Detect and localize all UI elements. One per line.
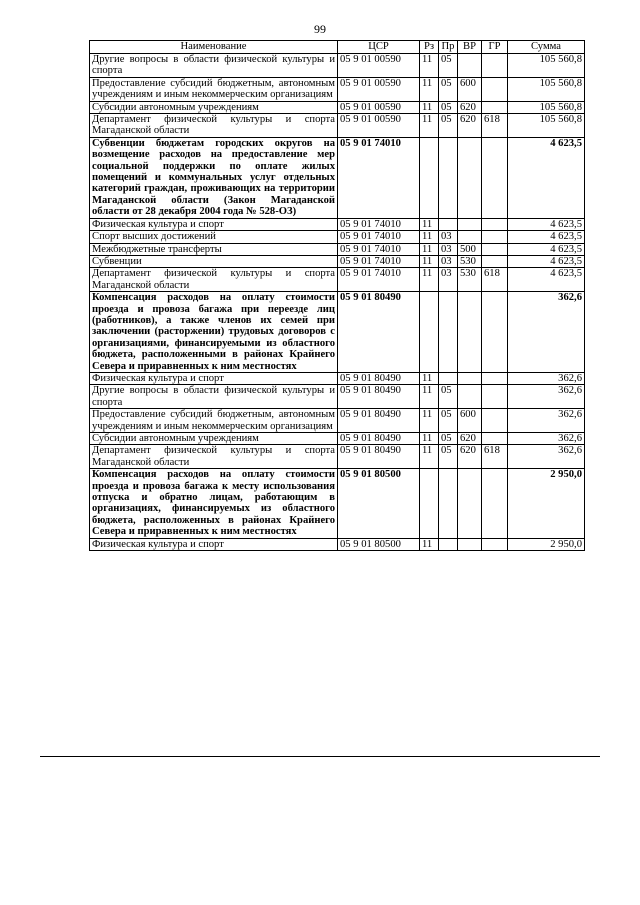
cell-pr: 05: [439, 101, 458, 113]
cell-csr: 05 9 01 74010: [338, 268, 420, 292]
cell-rz: 11: [420, 385, 439, 409]
cell-csr: 05 9 01 80490: [338, 292, 420, 373]
cell-sum: 362,6: [508, 292, 585, 373]
cell-name: Департамент физической культуры и спорта Магаданской области: [90, 114, 338, 138]
cell-gr: [482, 54, 508, 78]
table-row: [90, 114, 585, 138]
cell-sum: 4 623,5: [508, 268, 585, 292]
cell-csr: 05 9 01 80490: [338, 385, 420, 409]
cell-sum: 2 950,0: [508, 538, 585, 550]
cell-csr: 05 9 01 00590: [338, 77, 420, 101]
cell-csr: 05 9 01 80500: [338, 538, 420, 550]
cell-csr: 05 9 01 00590: [338, 114, 420, 138]
cell-gr: [482, 231, 508, 243]
cell-rz: 11: [420, 372, 439, 384]
cell-vr: [458, 137, 482, 218]
cell-gr: [482, 255, 508, 267]
cell-rz: [420, 137, 439, 218]
cell-vr: 500: [458, 243, 482, 255]
cell-sum: 362,6: [508, 445, 585, 469]
cell-rz: 11: [420, 77, 439, 101]
cell-pr: [439, 137, 458, 218]
table-row: [90, 231, 585, 243]
cell-csr: 05 9 01 74010: [338, 255, 420, 267]
cell-vr: [458, 385, 482, 409]
cell-name: Физическая культура и спорт: [90, 218, 338, 230]
cell-csr: 05 9 01 74010: [338, 137, 420, 218]
cell-pr: [439, 372, 458, 384]
table-row: [90, 54, 585, 78]
cell-vr: [458, 372, 482, 384]
cell-sum: 4 623,5: [508, 255, 585, 267]
header-csr: ЦСР: [338, 41, 420, 54]
cell-gr: [482, 372, 508, 384]
cell-sum: 105 560,8: [508, 101, 585, 113]
cell-rz: 11: [420, 231, 439, 243]
cell-rz: 11: [420, 268, 439, 292]
table-row: [90, 101, 585, 113]
cell-sum: 105 560,8: [508, 77, 585, 101]
cell-sum: 362,6: [508, 372, 585, 384]
table-row: [90, 469, 585, 538]
cell-sum: 362,6: [508, 409, 585, 433]
cell-pr: 05: [439, 77, 458, 101]
cell-vr: 530: [458, 255, 482, 267]
cell-sum: 4 623,5: [508, 137, 585, 218]
cell-name: Субсидии автономным учреждениям: [90, 433, 338, 445]
cell-name: Спорт высших достижений: [90, 231, 338, 243]
cell-gr: [482, 469, 508, 538]
cell-rz: 11: [420, 114, 439, 138]
cell-pr: 05: [439, 385, 458, 409]
cell-gr: [482, 101, 508, 113]
cell-vr: [458, 218, 482, 230]
header-vr: ВР: [458, 41, 482, 54]
cell-name: Департамент физической культуры и спорта Магаданской области: [90, 268, 338, 292]
cell-name: Физическая культура и спорт: [90, 538, 338, 550]
cell-pr: [439, 218, 458, 230]
cell-rz: 11: [420, 101, 439, 113]
cell-rz: 11: [420, 433, 439, 445]
cell-name: Другие вопросы в области физической культуры и спорта: [90, 385, 338, 409]
cell-vr: 620: [458, 114, 482, 138]
cell-vr: 620: [458, 101, 482, 113]
table-row: [90, 243, 585, 255]
cell-sum: 362,6: [508, 433, 585, 445]
cell-name: Субвенции: [90, 255, 338, 267]
cell-name: Предоставление субсидий бюджетным, автономным учреждениям и иным некоммерческим организациям: [90, 409, 338, 433]
cell-csr: 05 9 01 00590: [338, 54, 420, 78]
cell-gr: [482, 218, 508, 230]
table-row: [90, 433, 585, 445]
cell-pr: [439, 469, 458, 538]
table-row: [90, 538, 585, 550]
header-name: Наименование: [90, 41, 338, 54]
cell-pr: [439, 292, 458, 373]
cell-vr: [458, 538, 482, 550]
page-divider: [40, 756, 600, 757]
cell-rz: 11: [420, 445, 439, 469]
cell-rz: 11: [420, 54, 439, 78]
cell-gr: 618: [482, 445, 508, 469]
cell-csr: 05 9 01 74010: [338, 243, 420, 255]
table-body: [90, 54, 585, 551]
cell-pr: 05: [439, 433, 458, 445]
cell-vr: 530: [458, 268, 482, 292]
cell-csr: 05 9 01 00590: [338, 101, 420, 113]
cell-pr: 03: [439, 255, 458, 267]
table-row: [90, 77, 585, 101]
cell-vr: [458, 469, 482, 538]
cell-rz: 11: [420, 538, 439, 550]
cell-pr: 05: [439, 409, 458, 433]
cell-name: Департамент физической культуры и спорта Магаданской области: [90, 445, 338, 469]
cell-pr: 05: [439, 54, 458, 78]
cell-gr: [482, 292, 508, 373]
cell-sum: 362,6: [508, 385, 585, 409]
header-gr: ГР: [482, 41, 508, 54]
header-row: [90, 41, 585, 54]
cell-vr: 600: [458, 77, 482, 101]
header-pr: Пр: [439, 41, 458, 54]
cell-name: Межбюджетные трансферты: [90, 243, 338, 255]
cell-rz: 11: [420, 409, 439, 433]
cell-gr: [482, 433, 508, 445]
cell-csr: 05 9 01 80490: [338, 445, 420, 469]
cell-name: Компенсация расходов на оплату стоимости проезда и провоза багажа к месту использования отпуска и обратно лицам, работающим в организациях, финансируемых из областного бюджета, расположенных в районах Крайнего Севера и приравненных к ним местностях: [90, 469, 338, 538]
cell-vr: 600: [458, 409, 482, 433]
table-row: [90, 137, 585, 218]
cell-csr: 05 9 01 80490: [338, 433, 420, 445]
cell-gr: [482, 385, 508, 409]
cell-name: Компенсация расходов на оплату стоимости проезда и провоза багажа при переезде лиц (работников), а также членов их семей при заключении (расторжении) трудовых договоров с организациями, финансируемыми из областного бюджета, расположенными в районах Крайнего Севера и приравненных к ним местностях: [90, 292, 338, 373]
table-row: [90, 292, 585, 373]
cell-rz: 11: [420, 218, 439, 230]
table-row: [90, 409, 585, 433]
cell-name: Другие вопросы в области физической культуры и спорта: [90, 54, 338, 78]
cell-pr: 05: [439, 114, 458, 138]
table-row: [90, 385, 585, 409]
cell-sum: 4 623,5: [508, 243, 585, 255]
cell-sum: 2 950,0: [508, 469, 585, 538]
cell-rz: 11: [420, 243, 439, 255]
cell-name: Физическая культура и спорт: [90, 372, 338, 384]
cell-pr: 03: [439, 243, 458, 255]
header-sum: Сумма: [508, 41, 585, 54]
cell-vr: 620: [458, 433, 482, 445]
cell-vr: [458, 292, 482, 373]
cell-gr: [482, 137, 508, 218]
cell-name: Предоставление субсидий бюджетным, автономным учреждениям и иным некоммерческим организациям: [90, 77, 338, 101]
cell-rz: [420, 292, 439, 373]
cell-vr: [458, 231, 482, 243]
table-row: [90, 372, 585, 384]
table-row: [90, 268, 585, 292]
header-rz: Рз: [420, 41, 439, 54]
cell-sum: 105 560,8: [508, 114, 585, 138]
cell-pr: [439, 538, 458, 550]
cell-rz: [420, 469, 439, 538]
cell-csr: 05 9 01 80500: [338, 469, 420, 538]
table-row: [90, 445, 585, 469]
cell-csr: 05 9 01 80490: [338, 372, 420, 384]
cell-vr: 620: [458, 445, 482, 469]
cell-gr: [482, 409, 508, 433]
cell-sum: 105 560,8: [508, 54, 585, 78]
cell-csr: 05 9 01 74010: [338, 218, 420, 230]
cell-gr: 618: [482, 268, 508, 292]
cell-name: Субвенции бюджетам городских округов на возмещение расходов на предоставление мер социальной поддержки по оплате жилых помещений и коммунальных услуг отдельных категорий граждан, проживающих на территории Магаданской области (Закон Магаданской области от 28 декабря 2004 года № 528-ОЗ): [90, 137, 338, 218]
cell-vr: [458, 54, 482, 78]
cell-gr: [482, 538, 508, 550]
cell-csr: 05 9 01 80490: [338, 409, 420, 433]
cell-pr: 03: [439, 231, 458, 243]
page-number: 99: [314, 22, 326, 36]
cell-csr: 05 9 01 74010: [338, 231, 420, 243]
cell-gr: [482, 243, 508, 255]
cell-gr: [482, 77, 508, 101]
cell-name: Субсидии автономным учреждениям: [90, 101, 338, 113]
cell-pr: 05: [439, 445, 458, 469]
table-header: [90, 41, 585, 54]
table-row: [90, 218, 585, 230]
table-row: [90, 255, 585, 267]
budget-table: [89, 40, 585, 551]
cell-rz: 11: [420, 255, 439, 267]
cell-sum: 4 623,5: [508, 231, 585, 243]
cell-pr: 03: [439, 268, 458, 292]
cell-sum: 4 623,5: [508, 218, 585, 230]
cell-gr: 618: [482, 114, 508, 138]
